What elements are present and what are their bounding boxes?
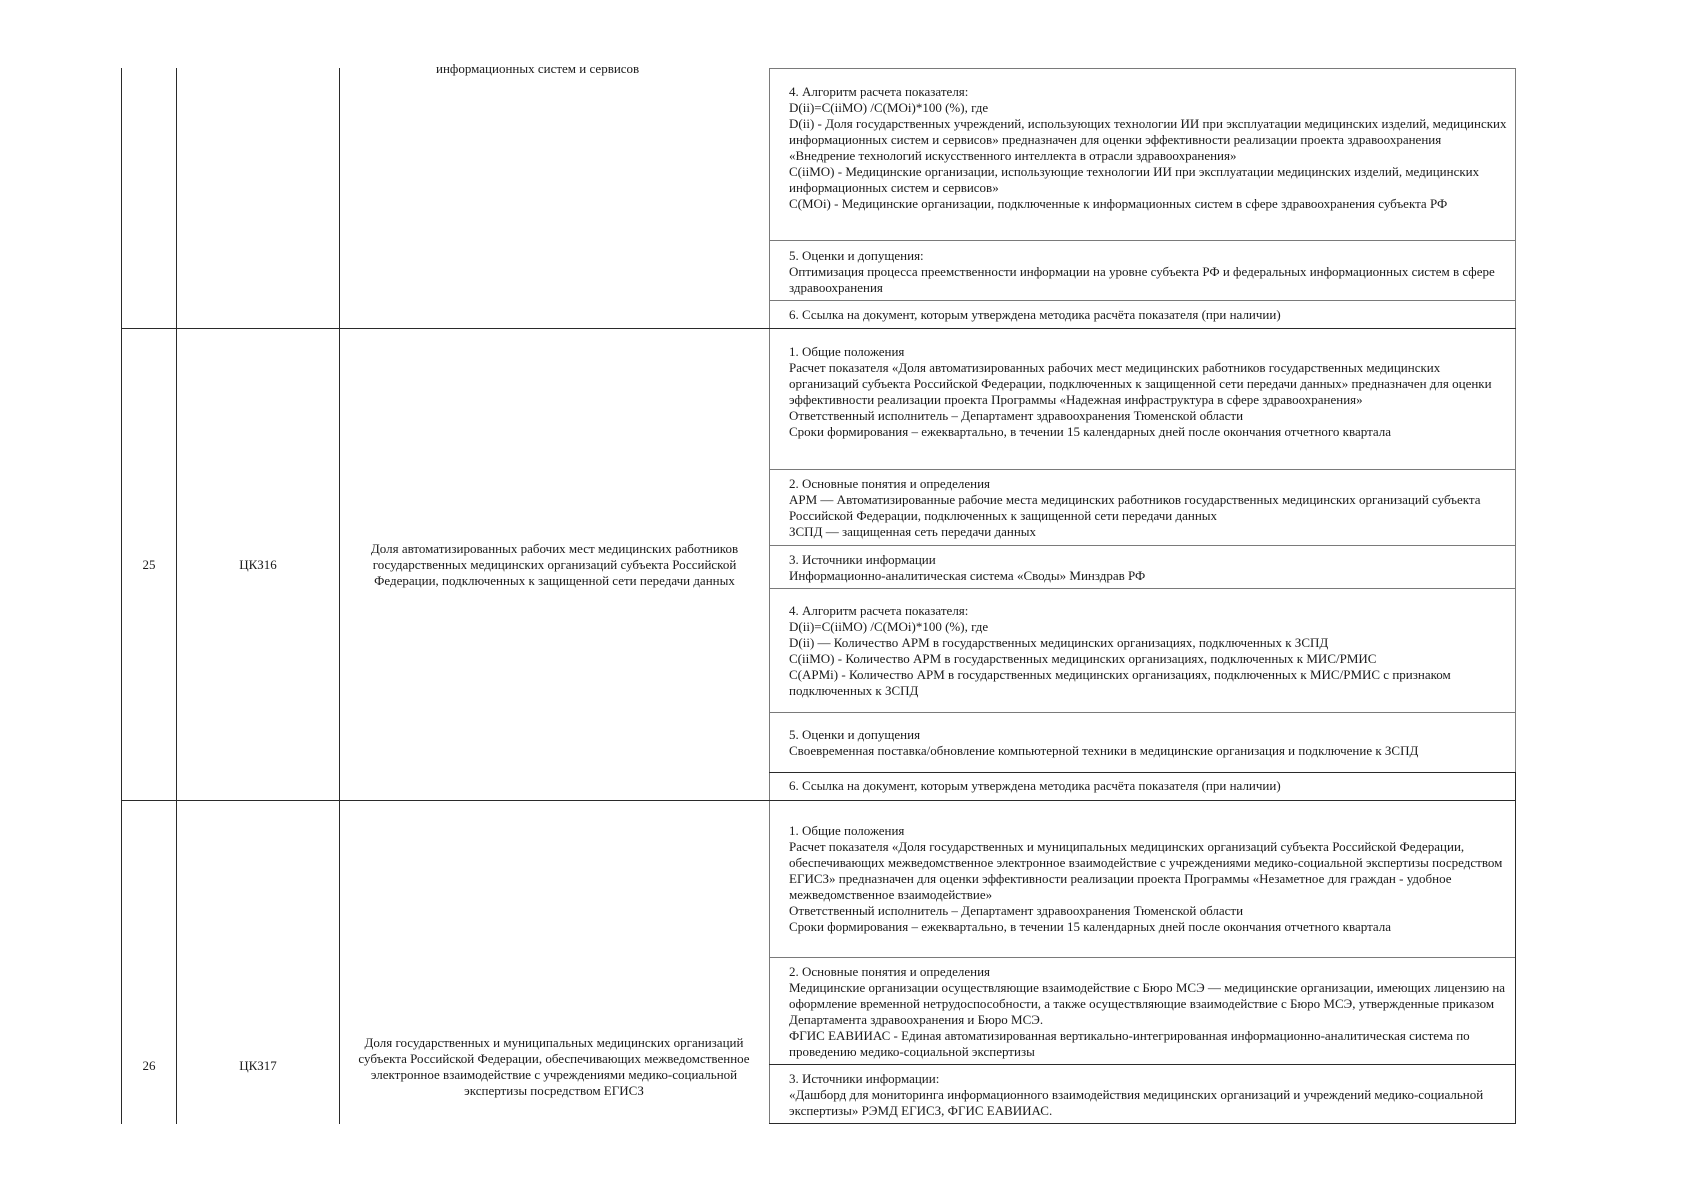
row-separator-25-26 bbox=[121, 800, 1516, 801]
table-col-line-1 bbox=[176, 68, 177, 1124]
row26-right-box bbox=[1515, 800, 1516, 1124]
row24-section-assumptions: 5. Оценки и допущения: Оптимизация процесса преемственности информации на уровне субъекта РФ и федеральных информационных систем в сфере здравоохранения bbox=[789, 248, 1495, 295]
row25-section-definitions: 2. Основные понятия и определения АРМ — Автоматизированные рабочие места медицинских работников государственных медицинских организаций субъекта Российской Федерации, подключенных к защищенной сети передачи данных ЗСПД — защищенная сеть передачи данных bbox=[789, 476, 1481, 539]
row25-indicator-name: Доля автоматизированных рабочих мест медицинских работников государственных медицинских организаций субъекта Российской Федерации, подключенных к защищенной сети передачи данных bbox=[370, 541, 739, 588]
row26-indicator-name: Доля государственных и муниципальных медицинских организаций субъекта Российской Федерации, обеспечивающих межведомственное электронное взаимодействие с учреждениями медико-социальной экспертизы посредством ЕГИСЗ bbox=[358, 1035, 750, 1098]
row25-number: 25 bbox=[142, 557, 156, 572]
row25-sep-1 bbox=[769, 469, 1516, 470]
row24-sep-2 bbox=[769, 240, 1516, 241]
row26-section-definitions: 2. Основные понятия и определения Медицинские организации осуществляющие взаимодействие с Бюро МСЭ — медицинские организации, имеющих лицензию на оформление временной нетрудоспособности, а также осуществляющие взаимодействие с Бюро МСЭ, утвержденные приказом Департамента здравоохранения и Бюро МСЭ. ФГИС ЕАВИИАС - Единая автоматизированная вертикально-интегрированная информационно-аналитическая система по проведению медико-социальной экспертизы bbox=[789, 964, 1506, 1059]
row25-sep-2 bbox=[769, 545, 1516, 546]
row26-number: 26 bbox=[142, 1058, 156, 1073]
detail-col-left-line bbox=[769, 68, 770, 1124]
row25-right-box bbox=[1515, 772, 1516, 801]
row26-sep-2 bbox=[769, 1064, 1516, 1065]
row25-code: ЦКЗ16 bbox=[239, 557, 277, 572]
row25-sep-3 bbox=[769, 588, 1516, 589]
row25-section-general: 1. Общие положения Расчет показателя «Доля автоматизированных рабочих мест медицинских работников государственных медицинских организаций субъекта Российской Федерации, подключенных к защищенной сети передачи данных» предназначен для оценки эффективности реализации проекта Программы «Надежная инфраструктура в сфере здравоохранения» Ответственный исполнитель – Департамент здравоохранения Тюменской области Сроки формирования – ежеквартально, в течении 15 календарных дней после окончания отчетного квартала bbox=[789, 344, 1492, 439]
row24-section-algorithm: 4. Алгоритм расчета показателя: D(ii)=C(iiMO) /C(MOi)*100 (%), где D(ii) - Доля государственных учреждений, использующих технологии ИИ при эксплуатации медицинских изделий, медицинских информационных систем и сервисов» предназначен для оценки эффективности реализации проекта здравоохранения «Внедрение технологий искусственного интеллекта в отрасли здравоохранения» C(iiMO) - Медицинские организации, использующие технологии ИИ при эксплуатации медицинских изделий, медицинских информационных систем и сервисов» C(MOi) - Медицинские организации, подключенные к информационных систем в сфере здравоохранения субъекта РФ bbox=[789, 84, 1507, 211]
row26-sep-1 bbox=[769, 957, 1516, 958]
row24-sep-1 bbox=[769, 68, 1516, 69]
row25-section-assumptions: 5. Оценки и допущения Своевременная поставка/обновление компьютерной техники в медицинские организация и подключение к ЗСПД bbox=[789, 727, 1419, 758]
table-col-line-2 bbox=[339, 68, 340, 1124]
row24-sep-3 bbox=[769, 300, 1516, 301]
row26-bottom bbox=[769, 1123, 1516, 1124]
row25-sep-5 bbox=[769, 772, 1516, 773]
row26-section-general: 1. Общие положения Расчет показателя «Доля государственных и муниципальных медицинских организаций субъекта Российской Федерации, обеспечивающих межведомственное электронное взаимодействие с учреждениями медико-социальной экспертизы посредством ЕГИСЗ» предназначен для оценки эффективности реализации проекта Программы «Незаметное для граждан - удобное межведомственное взаимодействие» Ответственный исполнитель – Департамент здравоохранения Тюменской области Сроки формирования – ежеквартально, в течении 15 календарных дней после окончания отчетного квартала bbox=[789, 823, 1503, 934]
row25-section-sources: 3. Источники информации Информационно-аналитическая система «Своды» Минздрав РФ bbox=[789, 552, 1146, 583]
row-separator-24-25 bbox=[121, 328, 1516, 329]
previous-row-name-fragment: информационных систем и сервисов bbox=[436, 61, 640, 76]
table-border-left bbox=[121, 68, 122, 1124]
row25-sep-4 bbox=[769, 712, 1516, 713]
row25-section-algorithm: 4. Алгоритм расчета показателя: D(ii)=C(iiMO) /C(MOi)*100 (%), где D(ii) — Количество АРМ в государственных медицинских организациях, подключенных к ЗСПД C(iiMO) - Количество АРМ в государственных медицинских организациях, подключенных к МИС/РМИС C(APMi) - Количество АРМ в государственных медицинских организациях, подключенных к МИС/РМИС с признаком подключенных к ЗСПД bbox=[789, 603, 1451, 698]
row26-section-sources: 3. Источники информации: «Дашборд для мониторинга информационного взаимодействия медицинских организаций и учреждений медико-социальной экспертизы» РЭМД ЕГИСЗ, ФГИС ЕАВИИАС. bbox=[789, 1071, 1484, 1118]
row26-code: ЦКЗ17 bbox=[239, 1058, 277, 1073]
row25-section-document-link: 6. Ссылка на документ, которым утверждена методика расчёта показателя (при наличии) bbox=[789, 778, 1281, 793]
row24-section-document-link: 6. Ссылка на документ, которым утверждена методика расчёта показателя (при наличии) bbox=[789, 307, 1281, 322]
